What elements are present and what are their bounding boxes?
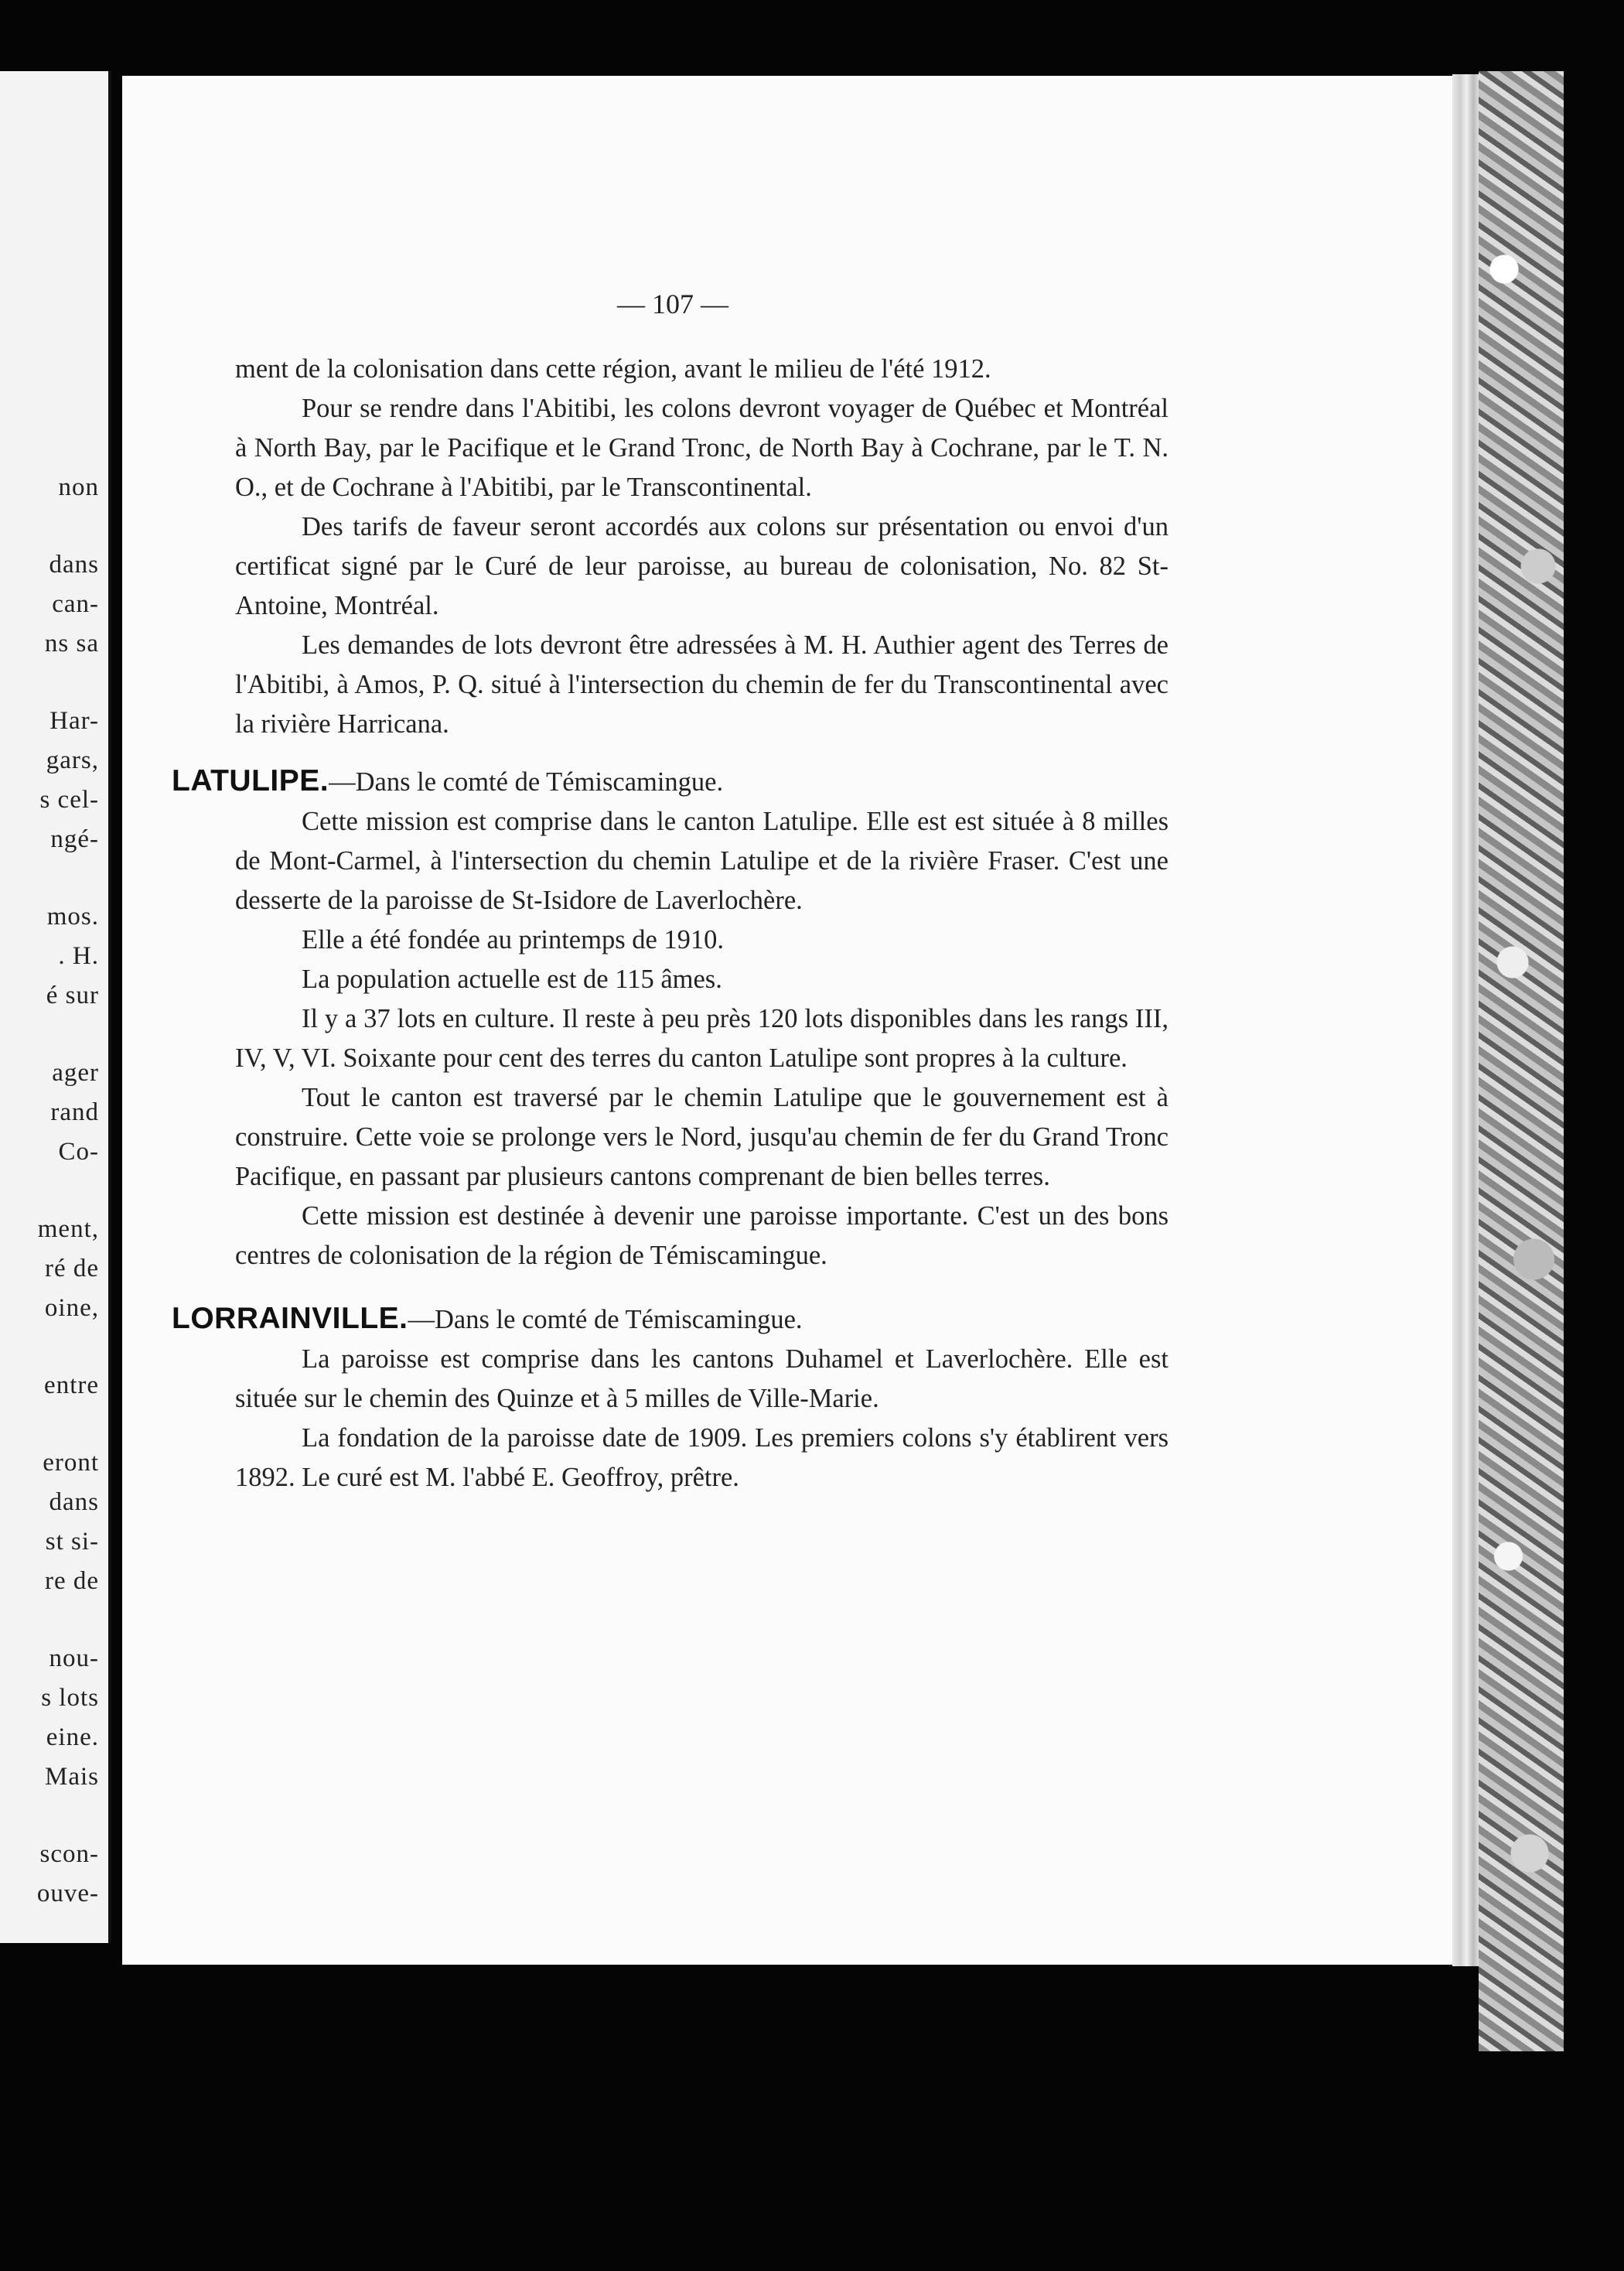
page-number: — 107 — xyxy=(617,289,728,319)
left-page-fragment: rand xyxy=(50,1098,99,1126)
left-page-fragment: Co- xyxy=(58,1138,99,1166)
left-page-fragment: ouve- xyxy=(36,1880,99,1907)
left-page-fragment: non xyxy=(58,473,99,501)
intro-paragraph: Les demandes de lots devront être adressées à M. H. Authier agent des Terres de l'Abitibi, à Amos, P. Q. situé à l'intersection du chemin de fer du Transcontinental avec la rivière Harricana. xyxy=(235,630,1169,739)
entry-subheading: —Dans le comté de Témiscamingue. xyxy=(329,767,724,797)
left-page-fragment: ager xyxy=(52,1059,99,1087)
previous-page-edge xyxy=(0,71,111,1943)
entry-heading: LATULIPE. xyxy=(172,764,329,797)
left-page-fragment: ns sa xyxy=(44,630,99,657)
left-page-fragment: ngé- xyxy=(50,825,99,853)
entry-heading: LORRAINVILLE. xyxy=(172,1302,408,1335)
entry-subheading: —Dans le comté de Témiscamingue. xyxy=(408,1305,803,1334)
left-page-fragment: re de xyxy=(44,1567,99,1595)
marbled-book-edge xyxy=(1479,71,1564,2051)
entry-paragraph: Tout le canton est traversé par le chemin Latulipe que le gouvernement est à construire. Cette voie se prolonge vers le Nord, jusqu'au chemin de fer du Grand Tronc Pacifique, en passant par plusieurs cantons comprenant de bien belles terres. xyxy=(235,1083,1169,1191)
intro-paragraph: Pour se rendre dans l'Abitibi, les colons devront voyager de Québec et Montréal à North Bay, par le Pacifique et le Grand Tronc, de North Bay à Cochrane, par le T. N. O., et de Cochrane à l'Abitibi, par le Transcontinental. xyxy=(235,394,1169,502)
left-page-fragment: gars, xyxy=(46,746,99,774)
left-page-fragment: dans xyxy=(49,551,99,579)
entry-paragraph: Il y a 37 lots en culture. Il reste à peu près 120 lots disponibles dans les rangs III, IV, V, VI. Soixante pour cent des terres du canton Latulipe sont propres à la culture. xyxy=(235,1004,1169,1073)
left-page-fragment: s cel- xyxy=(39,786,99,814)
page-stack-edge xyxy=(1452,74,1479,1966)
left-page-fragment: Mais xyxy=(45,1763,99,1791)
entry-paragraph: Elle a été fondée au printemps de 1910. xyxy=(302,925,725,955)
entry-paragraph: La fondation de la paroisse date de 1909. Les premiers colons s'y établirent vers 1892. Le curé est M. l'abbé E. Geoffroy, prêtre. xyxy=(235,1423,1169,1492)
left-page-fragment: Har- xyxy=(49,707,99,735)
entry-lorrainville xyxy=(172,1299,1169,1340)
entry-paragraph: Cette mission est comprise dans le canton Latulipe. Elle est est située à 8 milles de Mont-Carmel, à l'intersection du chemin Latulipe et de la rivière Fraser. C'est une desserte de la paroisse de St-Isidore de Laverlochère. xyxy=(235,807,1169,915)
intro-paragraph: Des tarifs de faveur seront accordés aux colons sur présentation ou envoi d'un certificat signé par le Curé de leur paroisse, au bureau de colonisation, No. 82 St-Antoine, Montréal. xyxy=(235,512,1169,620)
entry-latulipe xyxy=(172,761,1169,802)
left-page-fragment: scon- xyxy=(39,1840,99,1868)
left-page-fragment: s lots xyxy=(41,1684,99,1712)
left-page-fragment: eine. xyxy=(46,1723,99,1751)
page-body xyxy=(172,288,1169,1497)
left-page-fragment: ré de xyxy=(44,1255,99,1282)
intro-paragraph: ment de la colonisation dans cette région, avant le milieu de l'été 1912. xyxy=(235,354,991,384)
left-page-fragment: mos. xyxy=(46,903,99,931)
left-page-fragment: é sur xyxy=(46,982,99,1009)
left-page-fragment: entre xyxy=(44,1371,99,1399)
entry-paragraph: Cette mission est destinée à devenir une paroisse importante. C'est un des bons centres de colonisation de la région de Témiscamingue. xyxy=(235,1201,1169,1270)
left-page-fragment: ment, xyxy=(37,1215,99,1243)
left-page-fragment: can- xyxy=(52,590,99,618)
left-page-fragment: oine, xyxy=(44,1294,99,1322)
left-page-fragment: eront xyxy=(43,1449,99,1477)
left-page-fragment: . H. xyxy=(58,942,99,970)
left-page-fragment: nou- xyxy=(49,1644,99,1672)
entry-paragraph: La population actuelle est de 115 âmes. xyxy=(302,965,722,994)
left-page-fragment: st si- xyxy=(45,1528,99,1556)
left-page-fragment: dans xyxy=(49,1488,99,1516)
entry-paragraph: La paroisse est comprise dans les cantons Duhamel et Laverlochère. Elle est située sur le chemin des Quinze et à 5 milles de Ville-Marie. xyxy=(235,1344,1169,1413)
